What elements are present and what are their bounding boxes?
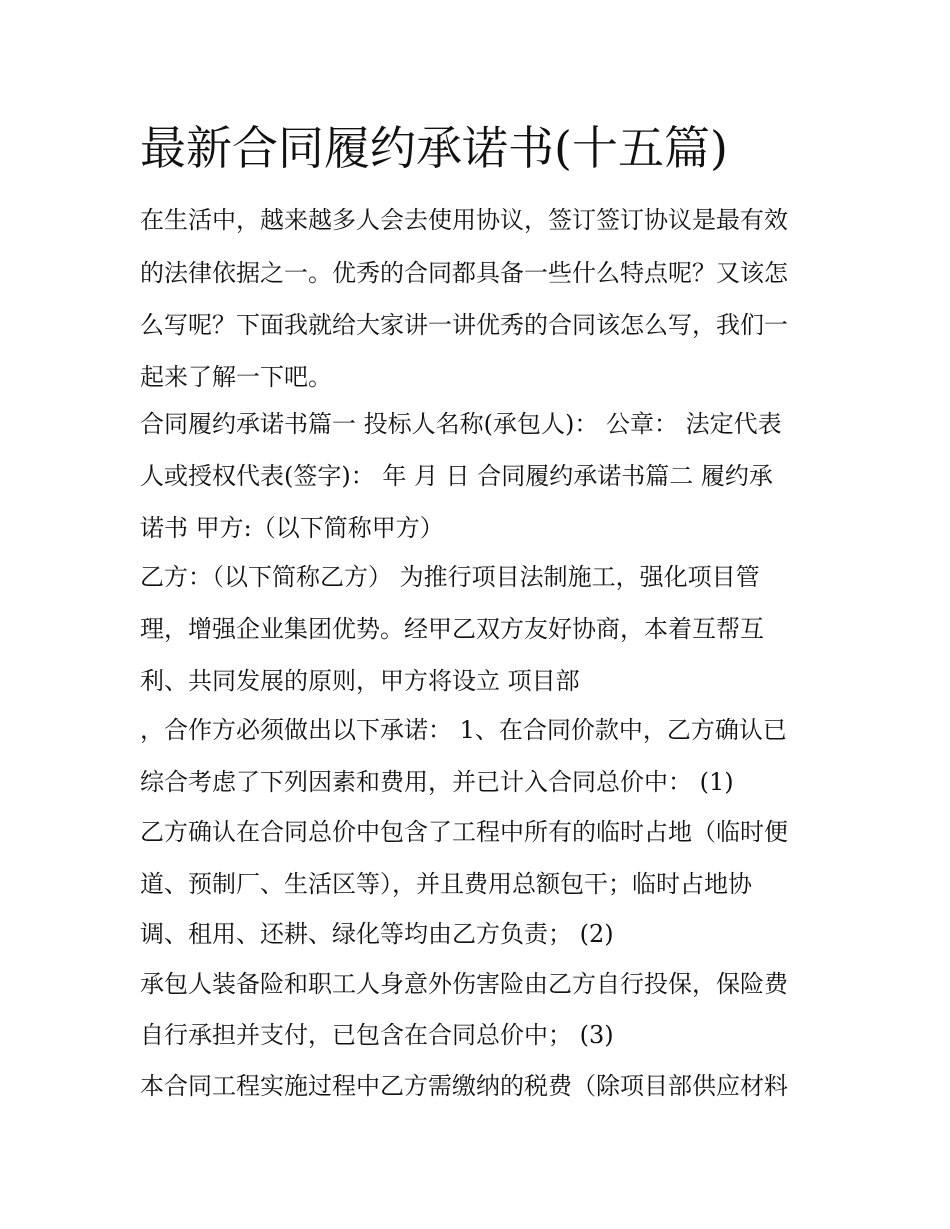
text-line: 道、预制厂、生活区等），并且费用总额包干；临时占地协: [140, 870, 752, 898]
text-line: 自行承担并支付，已包含在合同总价中； (3): [140, 1021, 614, 1049]
text-line: ，合作方必须做出以下承诺： 1、在合同价款中，乙方确认已: [140, 716, 787, 744]
text-line: 么写呢？下面我就给大家讲一讲优秀的合同该怎么写，我们一: [140, 311, 788, 339]
document-title: 最新合同履约承诺书(十五篇): [140, 121, 728, 175]
text-line: 本合同工程实施过程中乙方需缴纳的税费（除项目部供应材料: [140, 1072, 788, 1100]
text-line: 诺书 甲方:（以下简称甲方）: [140, 514, 444, 542]
text-line: 乙方确认在合同总价中包含了工程中所有的临时占地（临时便: [140, 818, 788, 846]
text-line: 利、共同发展的原则，甲方将设立 项目部: [140, 667, 580, 695]
text-line: 起来了解一下吧。: [140, 363, 332, 391]
text-line: 合同履约承诺书篇一 投标人名称(承包人)： 公章： 法定代表: [140, 410, 782, 438]
text-line: 在生活中，越来越多人会去使用协议，签订签订协议是最有效: [140, 206, 788, 234]
text-line: 人或授权代表(签字)： 年 月 日 合同履约承诺书篇二 履约承: [140, 462, 773, 490]
text-line: 乙方：（以下简称乙方） 为推行项目法制施工，强化项目管: [140, 563, 760, 591]
text-line: 的法律依据之一。优秀的合同都具备一些什么特点呢？又该怎: [140, 259, 788, 287]
text-line: 综合考虑了下列因素和费用，并已计入合同总价中： (1): [140, 768, 734, 796]
text-line: 调、租用、还耕、绿化等均由乙方负责； (2): [140, 920, 614, 948]
text-line: 理，增强企业集团优势。经甲乙双方友好协商，本着互帮互: [140, 615, 764, 643]
text-line: 承包人装备险和职工人身意外伤害险由乙方自行投保，保险费: [140, 970, 788, 998]
